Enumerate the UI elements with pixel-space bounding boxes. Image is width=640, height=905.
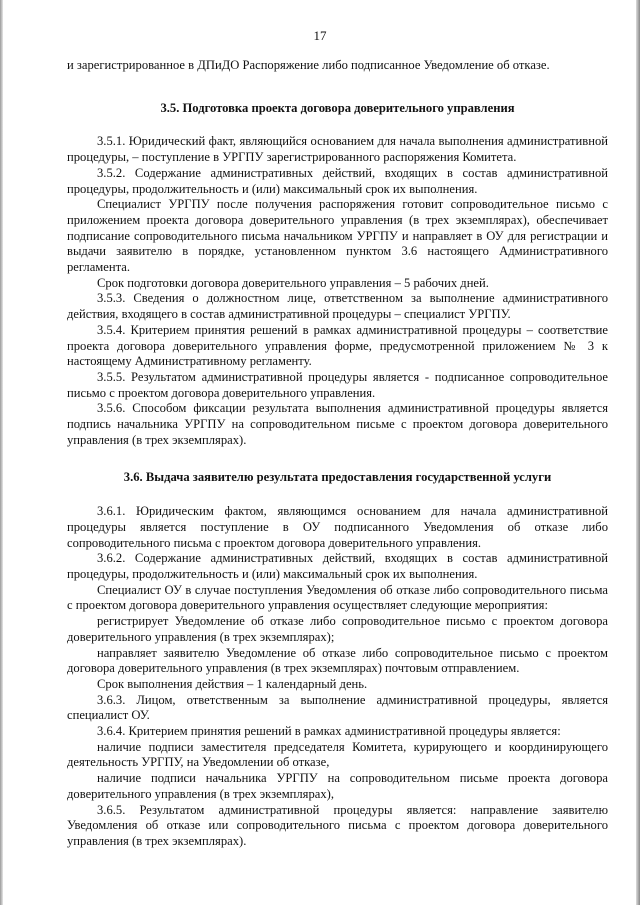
paragraph-3-6-4: 3.6.4. Критерием принятия решений в рамках административной процедуры является:	[97, 724, 561, 739]
scan-edge-left	[0, 0, 3, 905]
paragraph-3-6-5: 3.6.5. Результатом административной процедуры является: направление заявителю Уведомления об отказе или сопроводительного письма с проектом договора доверительного управления (в трех экземплярах).	[67, 802, 608, 848]
paragraph-3-6-4-deputy-signature: наличие подписи заместителя председателя Комитета, курирующего и координирующего деятельность УРГПУ, на Уведомлении об отказе,	[67, 739, 608, 770]
section-3-6-heading: 3.6. Выдача заявителю результата предоставления государственной услуги	[123, 470, 552, 485]
section-3-5-body	[67, 134, 608, 448]
paragraph-3-5-6: 3.5.6. Способом фиксации результата выполнения административной процедуры является подпись начальника УРГПУ на сопроводительном письме с проектом договора доверительного управления (в трех экземплярах).	[67, 401, 608, 447]
paragraph-3-6-3: 3.6.3. Лицом, ответственным за выполнение административной процедуры, является специалист ОУ.	[67, 692, 608, 723]
paragraph-3-5-2-specialist: Специалист УРГПУ после получения распоряжения готовит сопроводительное письмо с приложением проекта договора доверительного управления (в трех экземплярах), обеспечивает подписание сопроводительного письма начальником УРГПУ и направляет в ОУ для регистрации и выдачи заявителю в порядке, установленном пунктом 3.6 настоящего Административного регламента.	[67, 197, 608, 275]
scan-edge-right	[636, 0, 640, 905]
paragraph-3-6-1: 3.6.1. Юридическим фактом, являющимся основанием для начала административной процедуры является поступление в ОУ подписанного Уведомления об отказе либо сопроводительного письма с проектом договора доверительного управления.	[67, 504, 608, 550]
paragraph-3-6-2-sends: направляет заявителю Уведомление об отказе либо сопроводительное письмо с проектом договора доверительного управления (в трех экземплярах) почтовым отправлением.	[67, 645, 608, 676]
paragraph-3-6-2-specialist: Специалист ОУ в случае поступления Уведомления об отказе либо сопроводительного письма с проектом договора доверительного управления осуществляет следующие мероприятия:	[67, 582, 608, 613]
paragraph-3-6-4-head-signature: наличие подписи начальника УРГПУ на сопроводительном письме проекта договора доверительного управления (в трех экземплярах),	[67, 771, 608, 801]
document-body	[67, 58, 608, 850]
intro-line: и зарегистрированное в ДПиДО Распоряжение либо подписанное Уведомление об отказе.	[67, 58, 550, 72]
page-number: 17	[313, 28, 327, 43]
paragraph-3-5-5: 3.5.5. Результатом административной процедуры является - подписанное сопроводительное письмо с проектом договора доверительного управления.	[67, 369, 608, 400]
paragraph-3-6-2-registers: регистрирует Уведомление об отказе либо сопроводительное письмо с проектом договора доверительного управления (в трех экземплярах);	[67, 614, 608, 644]
paragraph-3-5-2: 3.5.2. Содержание административных действий, входящих в состав административной процедуры, продолжительность и (или) максимальный срок их выполнения.	[67, 165, 608, 196]
paragraph-3-6-2: 3.6.2. Содержание административных действий, входящих в состав административной процедуры, продолжительность и (или) максимальный срок их выполнения.	[67, 551, 608, 581]
section-3-5-heading: 3.5. Подготовка проекта договора доверительного управления	[160, 100, 515, 115]
paragraph-3-5-1: 3.5.1. Юридический факт, являющийся основанием для начала выполнения административной процедуры, – поступление в УРГПУ зарегистрированного распоряжения Комитета.	[67, 134, 608, 165]
paragraph-3-5-4: 3.5.4. Критерием принятия решений в рамках административной процедуры – соответствие проекта договора доверительного управления форме, предусмотренной приложением № 3 к настоящему Административному регламенту.	[67, 322, 608, 369]
paragraph-3-5-2-deadline: Срок подготовки договора доверительного управления – 5 рабочих дней.	[97, 275, 489, 290]
section-3-6-body	[67, 504, 608, 849]
paragraph-3-5-3: 3.5.3. Сведения о должностном лице, ответственном за выполнение административного действия, входящего в состав административной процедуры – специалист УРГПУ.	[67, 291, 608, 322]
paragraph-3-6-2-deadline: Срок выполнения действия – 1 календарный день.	[97, 676, 368, 691]
